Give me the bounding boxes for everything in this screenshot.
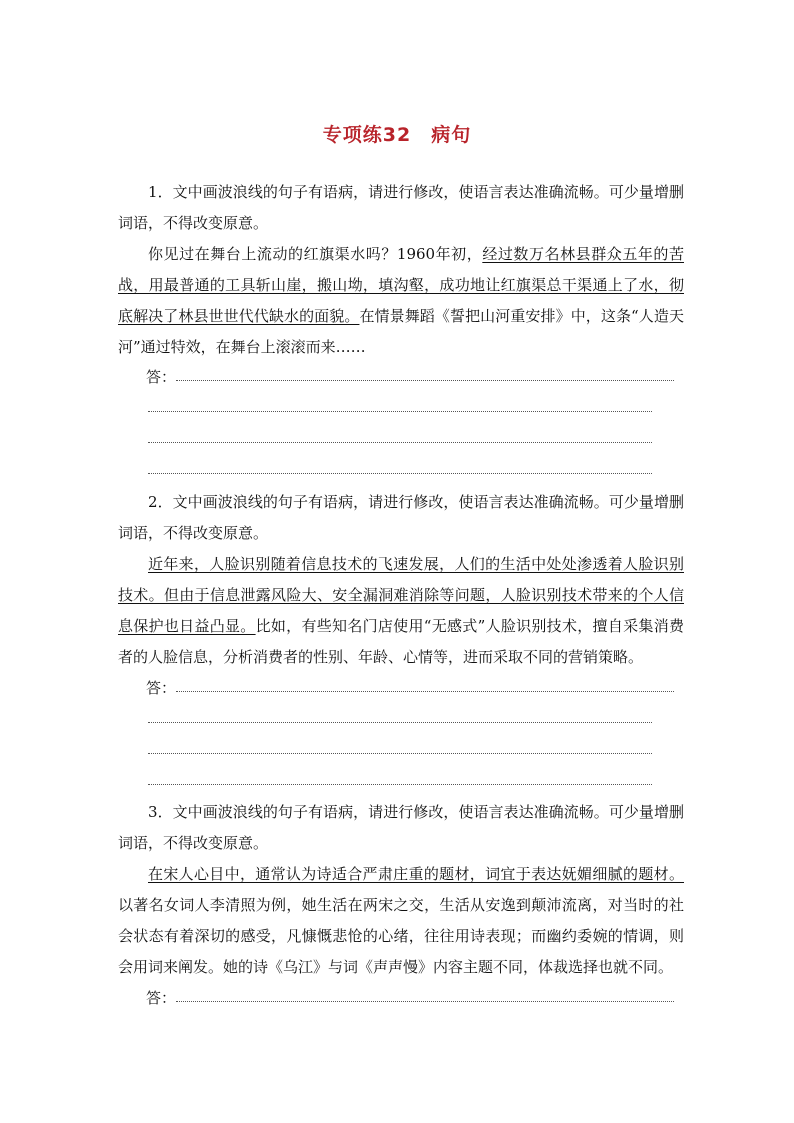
question-3-passage bbox=[118, 859, 684, 983]
question-3 bbox=[118, 797, 684, 983]
question-2-prompt: 2．文中画波浪线的句子有语病，请进行修改，使语言表达准确流畅。可少量增删词语，不得改变原意。 bbox=[118, 493, 684, 542]
wavy-underlined-sentence: 经过数万名林县群众五年的苦战，用最普通的工具斩山崖，搬山坳，填沟壑，成功地让红旗渠总干渠通上了水，彻底解决了林县世世代代缺水的面貌。 bbox=[118, 245, 684, 325]
answer-line[interactable] bbox=[148, 473, 652, 474]
page-title: 专项练32 病句 bbox=[322, 124, 472, 146]
passage-text: 以著名女词人李清照为例，她生活在两宋之交，生活从安逸到颠沛流离，对当时的社会状态有着深切的感受，凡慷慨悲怆的心绪，往往用诗表现；而幽约委婉的情调，则会用词来阐发。她的诗《乌江》与词《声声慢》内容主题不同，体裁选择也就不同。 bbox=[118, 896, 684, 976]
question-1-prompt: 1．文中画波浪线的句子有语病，请进行修改，使语言表达准确流畅。可少量增删词语，不得改变原意。 bbox=[118, 183, 684, 232]
answer-line[interactable] bbox=[148, 442, 652, 443]
passage-text: 你见过在舞台上流动的红旗渠水吗？1960年初， bbox=[148, 245, 483, 263]
passage-text: 比如，有些知名门店使用“无感式”人脸识别技术，擅自采集消费者的人脸信息，分析消费者的性别、年龄、心情等，进而采取不同的营销策略。 bbox=[118, 617, 684, 666]
question-1 bbox=[118, 177, 684, 363]
answer-line[interactable] bbox=[148, 411, 652, 412]
answer-label: 答： bbox=[146, 989, 177, 1007]
question-3-prompt: 3．文中画波浪线的句子有语病，请进行修改，使语言表达准确流畅。可少量增删词语，不得改变原意。 bbox=[118, 803, 684, 852]
answer-line[interactable] bbox=[148, 722, 652, 723]
answer-line[interactable] bbox=[176, 691, 674, 692]
answer-label: 答： bbox=[146, 368, 177, 386]
wavy-underlined-sentence: 在宋人心目中，通常认为诗适合严肃庄重的题材，词宜于表达妩媚细腻的题材。 bbox=[148, 865, 684, 883]
wavy-underlined-sentence: 近年来，人脸识别随着信息技术的飞速发展，人们的生活中处处渗透着人脸识别技术。但由于信息泄露风险大、安全漏洞难消除等问题，人脸识别技术带来的个人信息保护也日益凸显。 bbox=[118, 555, 684, 635]
question-1-passage bbox=[118, 239, 684, 363]
answer-line[interactable] bbox=[148, 753, 652, 754]
answer-line[interactable] bbox=[176, 380, 674, 381]
passage-text: 在情景舞蹈《誓把山河重安排》中，这条“人造天河”通过特效，在舞台上滚滚而来…… bbox=[118, 307, 684, 356]
question-2 bbox=[118, 487, 684, 673]
answer-line[interactable] bbox=[148, 784, 652, 785]
answer-line[interactable] bbox=[176, 1001, 674, 1002]
question-2-passage bbox=[118, 549, 684, 673]
answer-label: 答： bbox=[146, 679, 177, 697]
